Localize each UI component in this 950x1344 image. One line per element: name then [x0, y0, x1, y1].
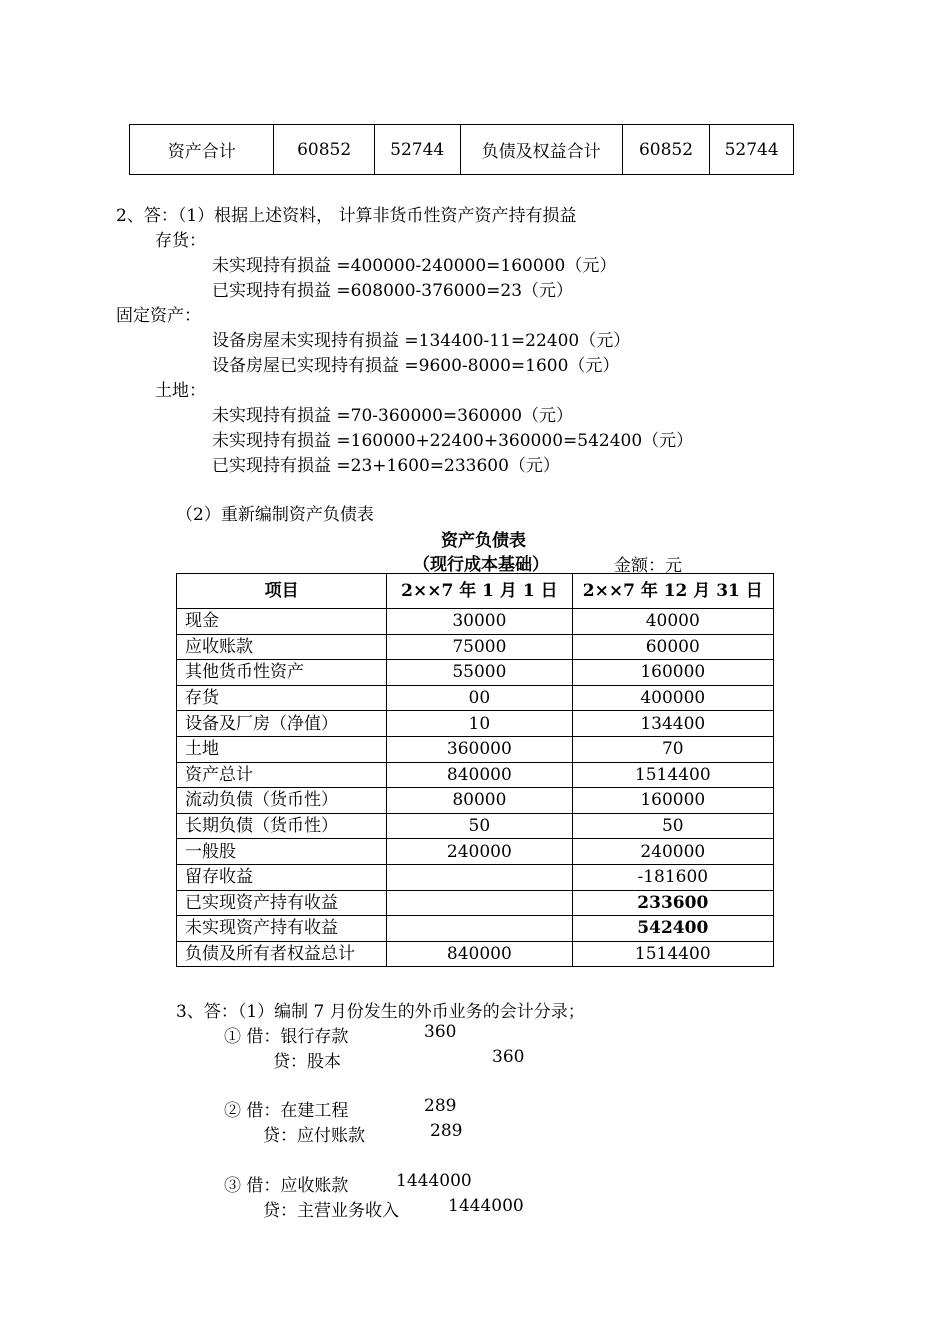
value-start	[387, 916, 572, 942]
value-end: 40000	[572, 609, 773, 635]
part2-heading: （2）重新编制资产负债表	[176, 505, 374, 525]
land-unrealized: 未实现持有损益 =70-360000=360000（元）	[212, 406, 574, 426]
table-cell: 60852	[622, 125, 710, 175]
row-label: 土地	[177, 736, 387, 762]
table-row	[177, 839, 774, 865]
row-label: 其他货币性资产	[177, 660, 387, 686]
row-label: 负债及所有者权益总计	[177, 941, 387, 967]
entry3-debit: ③ 借：应收账款	[224, 1176, 349, 1196]
value-start: 240000	[387, 839, 572, 865]
value-start: 80000	[387, 788, 572, 814]
row-label: 未实现资产持有收益	[177, 916, 387, 942]
entry3-credit-amount: 1444000	[448, 1196, 524, 1216]
value-start: 55000	[387, 660, 572, 686]
table-row	[177, 609, 774, 635]
column-header: 项目	[177, 574, 387, 609]
value-end: 60000	[572, 634, 773, 660]
table-cell: 负债及权益合计	[460, 125, 622, 175]
entry1-credit-amount: 360	[492, 1047, 525, 1067]
value-end: 160000	[572, 660, 773, 686]
entry1-credit: 贷：股本	[273, 1052, 341, 1072]
value-start: 840000	[387, 762, 572, 788]
table-row	[177, 634, 774, 660]
value-start: 360000	[387, 736, 572, 762]
inventory-unrealized: 未实现持有损益 =400000-240000=160000（元）	[212, 256, 617, 276]
balance-sheet-unit: 金额：元	[614, 556, 682, 576]
q3-heading: 3、答：（1）编制 7 月份发生的外币业务的会计分录；	[176, 1002, 585, 1022]
table-row	[177, 941, 774, 967]
value-start	[387, 864, 572, 890]
table-cell: 资产合计	[130, 125, 274, 175]
row-label: 存货	[177, 685, 387, 711]
row-label: 现金	[177, 609, 387, 635]
entry3-debit-amount: 1444000	[396, 1171, 472, 1191]
summary-table	[129, 124, 794, 175]
row-label: 留存收益	[177, 864, 387, 890]
value-end: 233600	[572, 890, 773, 916]
column-header: 2××7 年 12 月 31 日	[572, 574, 773, 609]
land-label: 土地：	[155, 381, 206, 401]
value-end: 240000	[572, 839, 773, 865]
value-start: 00	[387, 685, 572, 711]
fixed-unrealized: 设备房屋未实现持有损益 =134400-11=22400（元）	[212, 331, 631, 351]
value-start: 75000	[387, 634, 572, 660]
table-row	[177, 685, 774, 711]
value-start: 10	[387, 711, 572, 737]
value-end: 400000	[572, 685, 773, 711]
inventory-label: 存货：	[155, 231, 206, 251]
entry1-debit-amount: 360	[424, 1022, 457, 1042]
table-row	[177, 660, 774, 686]
entry2-credit: 贷：应付账款	[263, 1126, 365, 1146]
row-label: 已实现资产持有收益	[177, 890, 387, 916]
value-end: 50	[572, 813, 773, 839]
entry1-debit: ① 借：银行存款	[224, 1027, 349, 1047]
table-cell: 60852	[274, 125, 374, 175]
table-row	[177, 916, 774, 942]
entry2-debit-amount: 289	[424, 1096, 457, 1116]
fixed-realized: 设备房屋已实现持有损益 =9600-8000=1600（元）	[212, 356, 620, 376]
total-unrealized: 未实现持有损益 =160000+22400+360000=542400（元）	[212, 431, 694, 451]
value-start	[387, 890, 572, 916]
table-header-row	[177, 574, 774, 609]
table-row	[177, 864, 774, 890]
q2-heading: 2、答：（1）根据上述资料， 计算非货币性资产资产持有损益	[116, 206, 577, 226]
row-label: 长期负债（货币性）	[177, 813, 387, 839]
table-row	[177, 890, 774, 916]
value-end: -181600	[572, 864, 773, 890]
entry2-credit-amount: 289	[430, 1121, 463, 1141]
total-realized: 已实现持有损益 =23+1600=233600（元）	[212, 456, 560, 476]
table-row	[177, 711, 774, 737]
row-label: 应收账款	[177, 634, 387, 660]
row-label: 一般股	[177, 839, 387, 865]
inventory-realized: 已实现持有损益 =608000-376000=23（元）	[212, 281, 574, 301]
value-end: 70	[572, 736, 773, 762]
row-label: 资产总计	[177, 762, 387, 788]
table-row	[177, 736, 774, 762]
row-label: 流动负债（货币性）	[177, 788, 387, 814]
fixed-assets-label: 固定资产：	[116, 306, 201, 326]
value-end: 1514400	[572, 941, 773, 967]
value-end: 134400	[572, 711, 773, 737]
table-row	[130, 125, 794, 175]
table-row	[177, 788, 774, 814]
row-label: 设备及厂房（净值）	[177, 711, 387, 737]
table-cell: 52744	[710, 125, 794, 175]
table-row	[177, 762, 774, 788]
value-start: 50	[387, 813, 572, 839]
balance-sheet-table	[176, 573, 774, 967]
entry3-credit: 贷：主营业务收入	[263, 1201, 399, 1221]
value-end: 1514400	[572, 762, 773, 788]
value-start: 840000	[387, 941, 572, 967]
table-row	[177, 813, 774, 839]
value-end: 542400	[572, 916, 773, 942]
balance-sheet-subtitle: （现行成本基础）	[413, 555, 549, 575]
balance-sheet-title: 资产负债表	[441, 531, 526, 551]
table-cell: 52744	[374, 125, 460, 175]
column-header: 2××7 年 1 月 1 日	[387, 574, 572, 609]
value-end: 160000	[572, 788, 773, 814]
entry2-debit: ② 借：在建工程	[224, 1101, 349, 1121]
value-start: 30000	[387, 609, 572, 635]
